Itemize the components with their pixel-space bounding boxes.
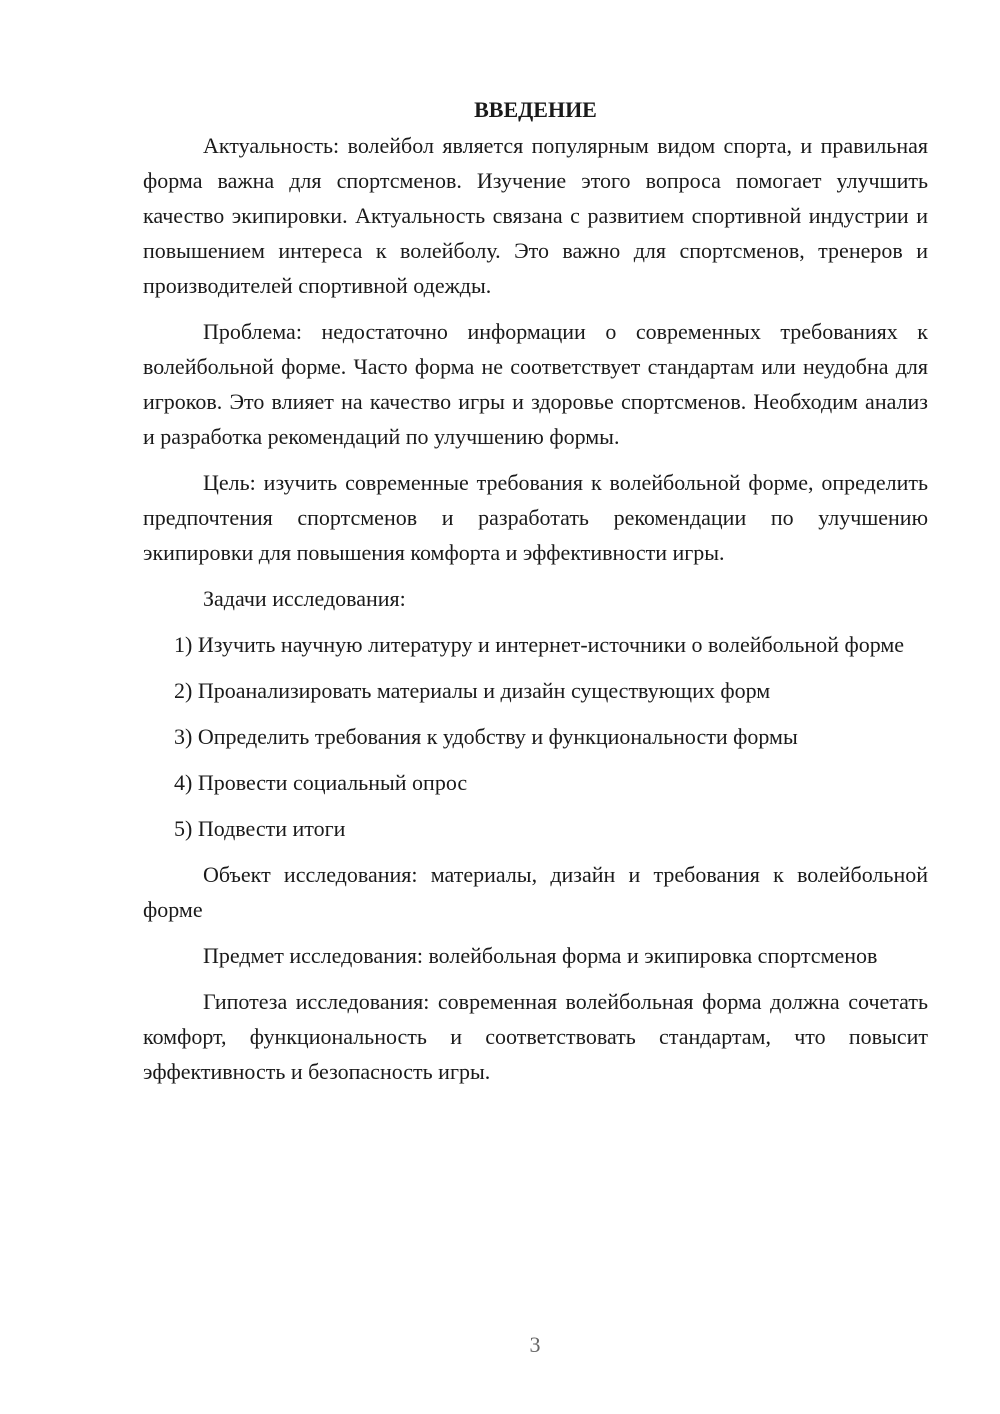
paragraph-problem: Проблема: недостаточно информации о современных требованиях к волейбольной форме. Часто форма не соответствует стандартам или неудобна для игроков. Это влияет на качество игры и здоровье спортсменов. Необходим анализ и разработка рекомендаций по улучшению формы.	[143, 319, 928, 449]
list-item: 4) Провести социальный опрос	[174, 770, 468, 795]
list-item: 1) Изучить научную литературу и интернет-источники о волейбольной форме	[174, 632, 905, 657]
paragraph-goal: Цель: изучить современные требования к волейбольной форме, определить предпочтения спортсменов и разработать рекомендации по улучшению экипировки для повышения комфорта и эффективности игры.	[143, 470, 928, 565]
paragraph-relevance: Актуальность: волейбол является популярным видом спорта, и правильная форма важна для спортсменов. Изучение этого вопроса помогает улучшить качество экипировки. Актуальность связана с развитием спортивной индустрии и повышением интереса к волейболу. Это важно для спортсменов, тренеров и производителей спортивной одежды.	[143, 133, 928, 298]
page-content	[143, 92, 928, 1100]
page-number: 3	[529, 1332, 541, 1357]
tasks-heading: Задачи исследования:	[203, 586, 406, 611]
section-title: ВВЕДЕНИЕ	[474, 97, 597, 122]
list-item: 5) Подвести итоги	[174, 816, 346, 841]
list-item: 2) Проанализировать материалы и дизайн существующих форм	[174, 678, 771, 703]
paragraph-subject: Предмет исследования: волейбольная форма и экипировка спортсменов	[203, 943, 878, 968]
list-item: 3) Определить требования к удобству и функциональности формы	[174, 724, 798, 749]
paragraph-object: Объект исследования: материалы, дизайн и требования к волейбольной форме	[143, 862, 928, 922]
paragraph-hypothesis: Гипотеза исследования: современная волейбольная форма должна сочетать комфорт, функциональность и соответствовать стандартам, что повысит эффективность и безопасность игры.	[143, 989, 928, 1084]
tasks-list	[143, 627, 928, 846]
